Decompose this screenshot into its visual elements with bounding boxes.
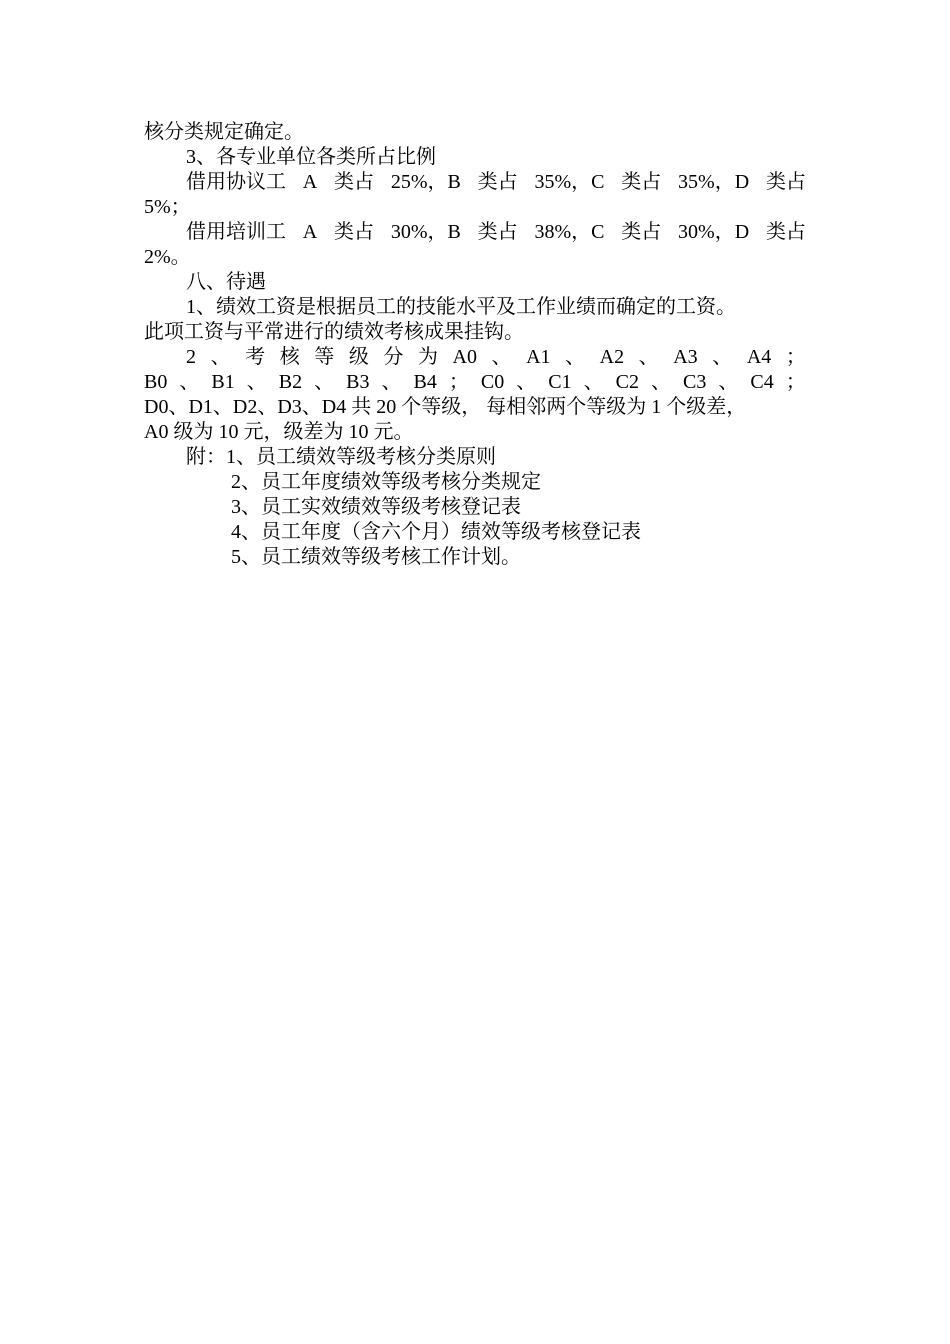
text-token: B1 xyxy=(211,371,235,393)
text-token: 、 xyxy=(712,346,733,368)
paragraph-line xyxy=(144,370,806,395)
grade-line-bc xyxy=(144,370,806,395)
paragraph-line xyxy=(144,220,806,245)
text-token: ； xyxy=(448,371,469,393)
text-token: 、 xyxy=(381,371,402,393)
text-token: 借用协议工 xyxy=(186,171,286,193)
text-token: A xyxy=(302,221,318,243)
text-token: 分 xyxy=(383,346,404,368)
text-token: C2 xyxy=(615,371,639,393)
text-token: 、 xyxy=(491,346,512,368)
paragraph-line: 5%； xyxy=(144,196,191,218)
text-token: 类占 xyxy=(334,171,375,193)
text-token: 考 xyxy=(245,346,266,368)
text-token: 类占 xyxy=(765,221,806,243)
paragraph-line xyxy=(144,345,806,370)
text-token: 35%，C xyxy=(534,171,605,193)
appendix-item: 3、员工实效绩效等级考核登记表 xyxy=(231,496,521,518)
text-token: C4 xyxy=(750,371,774,393)
text-token: 、 xyxy=(516,371,537,393)
text-token: 30%，B xyxy=(390,221,461,243)
appendix-item: 2、员工年度绩效等级考核分类规定 xyxy=(231,471,541,493)
text-token: 、 xyxy=(210,346,231,368)
text-token: B2 xyxy=(278,371,303,393)
text-token: ； xyxy=(785,371,806,393)
text-token: 25%，B xyxy=(390,171,461,193)
text-token: 等 xyxy=(314,346,335,368)
text-token: 、 xyxy=(246,371,267,393)
text-token: 借用培训工 xyxy=(186,221,286,243)
text-token: A1 xyxy=(526,346,551,368)
text-token: 、 xyxy=(179,371,200,393)
text-token: 类占 xyxy=(334,221,375,243)
text-token: 核 xyxy=(279,346,300,368)
text-token: C3 xyxy=(683,371,707,393)
text-token: ； xyxy=(785,346,806,368)
paragraph-line: A0 级为 10 元，级差为 10 元。 xyxy=(144,421,414,443)
ratio-line-agreement xyxy=(186,170,806,195)
text-token: 2 xyxy=(186,346,196,368)
text-token: B3 xyxy=(346,371,370,393)
text-token: 、 xyxy=(314,371,335,393)
text-token: 38%，C xyxy=(534,221,605,243)
text-token: 类占 xyxy=(765,171,806,193)
text-token: 类占 xyxy=(621,171,662,193)
appendix-item: 4、员工年度（含六个月）绩效等级考核登记表 xyxy=(231,521,641,543)
text-token: A4 xyxy=(746,346,772,368)
text-token: C1 xyxy=(548,371,572,393)
paragraph-line xyxy=(144,170,806,195)
text-token: 类占 xyxy=(477,171,518,193)
text-token: C0 xyxy=(480,371,505,393)
text-token: A xyxy=(302,171,318,193)
paragraph-line: 核分类规定确定。 xyxy=(144,121,304,143)
paragraph-line: 2%。 xyxy=(144,246,191,268)
text-token: 、 xyxy=(638,346,659,368)
text-token: 类占 xyxy=(477,221,518,243)
text-token: 级 xyxy=(348,346,369,368)
paragraph-line: D0、D1、D2、D3、D4 共 20 个等级， 每相邻两个等级为 1 个级差， xyxy=(144,396,747,418)
text-token: 35%，D xyxy=(678,171,750,193)
paragraph-line: 1、绩效工资是根据员工的技能水平及工作业绩而确定的工资。 xyxy=(186,296,736,318)
text-token: B0 xyxy=(144,371,168,393)
text-token: 、 xyxy=(565,346,586,368)
text-token: B4 xyxy=(413,371,437,393)
grade-line-a xyxy=(186,345,806,370)
section-heading: 3、各专业单位各类所占比例 xyxy=(186,146,436,168)
section-heading: 八、待遇 xyxy=(186,271,266,293)
text-token: 类占 xyxy=(621,221,662,243)
text-token: 30%，D xyxy=(678,221,750,243)
text-token: 、 xyxy=(650,371,671,393)
text-token: A3 xyxy=(673,346,698,368)
ratio-line-training xyxy=(186,220,806,245)
text-token: 为 xyxy=(417,346,438,368)
paragraph-line: 此项工资与平常进行的绩效考核成果挂钩。 xyxy=(144,321,524,343)
text-token: A2 xyxy=(599,346,625,368)
text-token: 、 xyxy=(718,371,739,393)
text-token: A0 xyxy=(452,346,477,368)
document-body xyxy=(144,120,806,570)
appendix-heading: 附：1、员工绩效等级考核分类原则 xyxy=(186,446,496,468)
appendix-item: 5、员工绩效等级考核工作计划。 xyxy=(231,546,521,568)
text-token: 、 xyxy=(583,371,604,393)
